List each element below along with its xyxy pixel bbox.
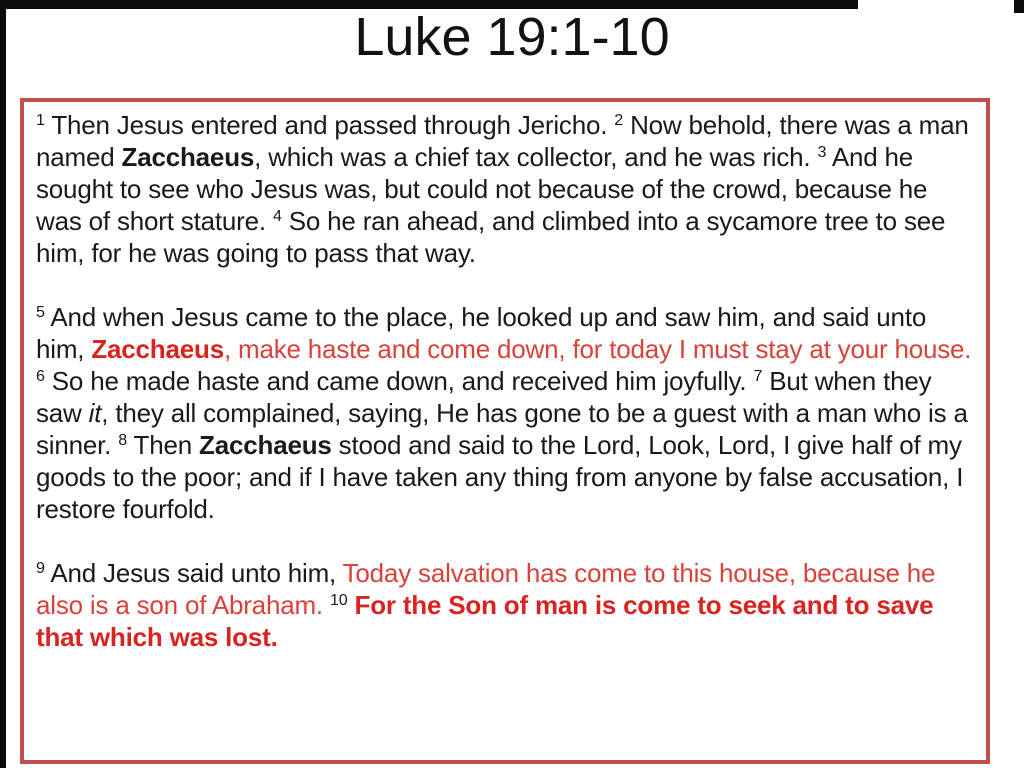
scripture-text [36, 109, 974, 653]
scripture-run: For the Son of man is come to seek and to save that which was lost. [36, 590, 934, 652]
scripture-run: Zacchaeus [121, 142, 255, 172]
scripture-run: it [88, 398, 102, 428]
left-edge-artifact [0, 0, 6, 768]
scripture-run: Now behold, there was a man named [36, 110, 969, 172]
scripture-run [323, 590, 330, 620]
scripture-paragraph [36, 557, 974, 653]
scripture-run: But when they saw [36, 366, 932, 428]
scripture-run: Zacchaeus [91, 334, 224, 364]
verse-number: 8 [118, 431, 127, 449]
scripture-run: Zacchaeus [199, 430, 332, 460]
scripture-run: , make haste and come down, for today I must stay at your house. [223, 334, 972, 364]
scripture-run: stood and said to the Lord, Look, Lord, I give half of my goods to the poor; and if I have taken any thing from anyone by false accusation, I restore fourfold. [36, 430, 964, 524]
scripture-run: , which was a chief tax collector, and he was rich. [254, 142, 818, 172]
scripture-run: , they all complained, saying, He has gone to be a guest with a man who is a sinner. [36, 398, 968, 460]
verse-number: 3 [817, 143, 827, 161]
verse-number: 6 [36, 367, 45, 385]
scripture-run: Then [127, 430, 200, 460]
scripture-run: And he sought to see who Jesus was, but could not because of the crowd, because he was of short stature. [36, 142, 928, 236]
scripture-run [348, 590, 355, 620]
scripture-run: Then Jesus entered and passed through Jericho. [44, 110, 615, 140]
verse-number: 2 [614, 111, 624, 129]
scripture-paragraph [36, 301, 974, 525]
scripture-run: And Jesus said unto him, [44, 558, 343, 588]
verse-number: 1 [36, 111, 45, 129]
verse-number: 5 [36, 303, 45, 321]
verse-number: 4 [272, 207, 282, 225]
verse-number: 9 [36, 559, 45, 577]
scripture-run: So he made haste and came down, and received him joyfully. [44, 366, 754, 396]
scripture-run: And when Jesus came to the place, he looked up and saw him, and said unto him, [36, 302, 927, 364]
scripture-paragraph [36, 109, 974, 269]
verse-number: 7 [753, 367, 763, 385]
slide-title: Luke 19:1-10 [354, 7, 670, 67]
scripture-box [20, 98, 990, 764]
verse-number: 10 [329, 591, 348, 609]
scripture-run: Today salvation has come to this house, because he also is a son of Abraham. [36, 558, 936, 620]
scripture-run: So he ran ahead, and climbed into a sycamore tree to see him, for he was going to pass that way. [36, 206, 946, 268]
